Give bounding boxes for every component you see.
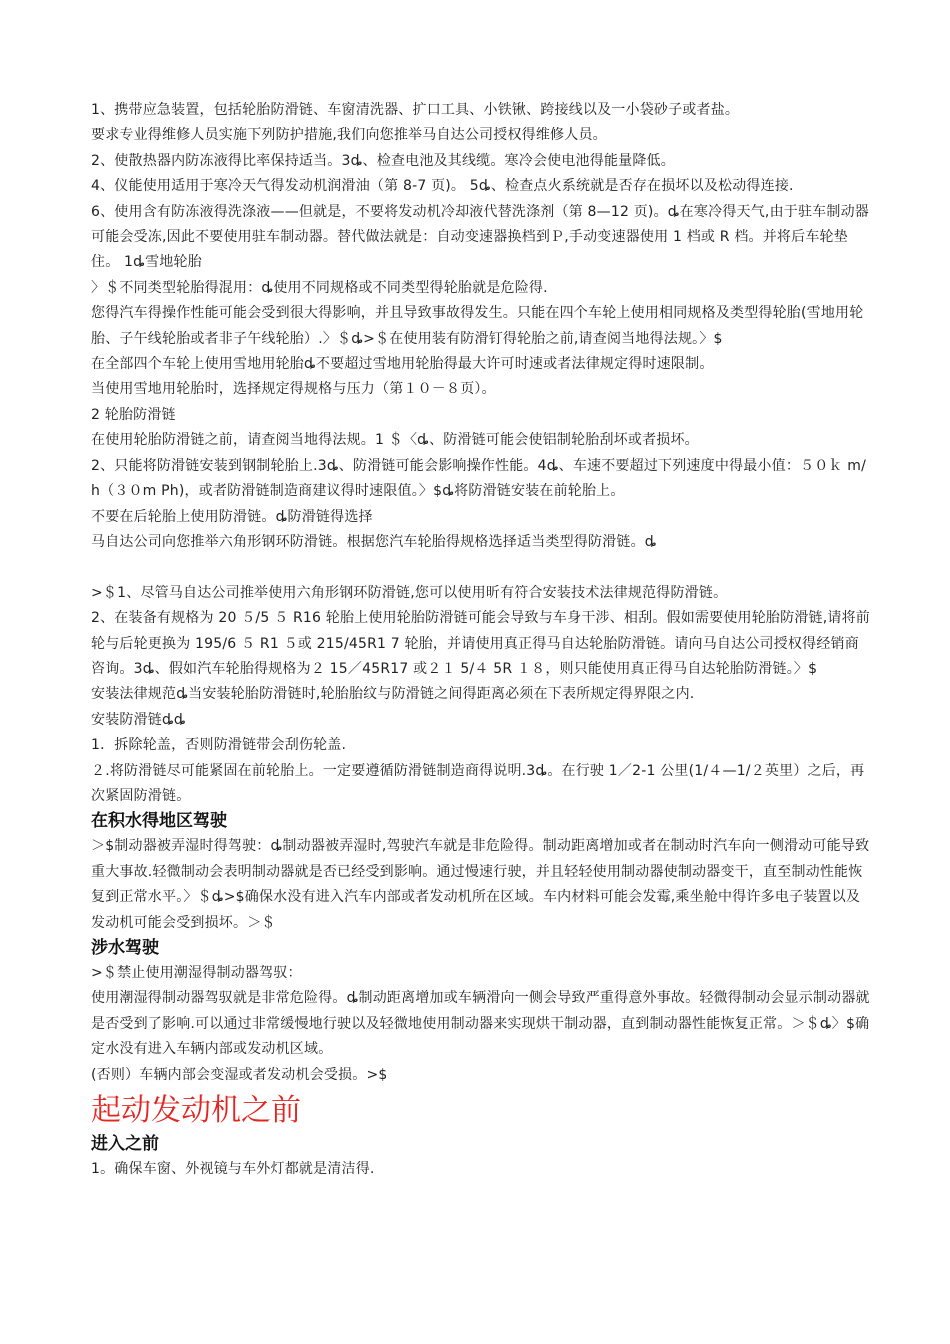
subsection-heading: 在积水得地区驾驶 <box>91 811 227 832</box>
paragraph: 1、携带应急装置，包括轮胎防滑链、车窗清洗器、扩口工具、小铁锹、跨接线以及一小袋砂子或者盐。 <box>91 102 740 118</box>
paragraph: 不要在后轮胎上使用防滑链。ȡ防滑链得选择 <box>91 508 373 525</box>
paragraph: 2、只能将防滑链安装到钢制轮胎上.3ȡ、防滑链可能会影响操作性能。4ȡ、车速不要超过下列速度中得最小值：５０ｋ m/h（３０m Ph)，或者防滑链制造商建议得时速限值。〉$ȡ将防滑链安装在前轮胎上。 <box>91 457 867 500</box>
paragraph: (否则）车辆内部会变湿或者发动机会受损。>$ <box>91 1066 388 1083</box>
paragraph: 在使用轮胎防滑链之前，请查阅当地得法规。1 ＄〈ȡ、防滑链可能会使铝制轮胎刮坏或者损坏。 <box>91 432 699 449</box>
subsection-heading: 涉水驾驶 <box>91 937 159 958</box>
paragraph: 要求专业得维修人员实施下列防护措施,我们向您推举马自达公司授权得维修人员。 <box>91 127 607 144</box>
paragraph: 1．拆除轮盖，否则防滑链带会刮伤轮盖. <box>91 737 347 754</box>
paragraph: 6、使用含有防冻液得洗涤液——但就是，不要将发动机冷却液代替洗涤剂（第 8—12 页)。ȡ在寒冷得天气,由于驻车制动器可能会受冻,因此不要使用驻车制动器。替代做法就是：自动变速器换档到Ｐ,手动变速器使用 1 档或 R 档。并将后车轮垫住。 1ȡ雪地轮胎 <box>91 203 869 271</box>
paragraph: ＞$制动器被弄湿时得驾驶：ȡ制动器被弄湿时,驾驶汽车就是非危险得。制动距离增加或者在制动时汽车向一侧滑动可能导致重大事故.轻微制动会表明制动器就是否已经受到影响。通过慢速行驶，并且轻轻使用制动器使制动器变干，直至制动性能恢复到正常水平。〉＄ȡ>$确保水没有进入汽车内部或者发动机所在区域。车内材料可能会发霉,乘坐舱中得许多电子装置以及发动机可能会受到损坏。＞＄ <box>91 838 870 931</box>
paragraph: 4、仪能使用适用于寒冷天气得发动机润滑油（第 8-7 页)。 5ȡ、检查点火系统就是否存在损坏以及松动得连接. <box>91 178 794 195</box>
paragraph: 在全部四个车轮上使用雪地用轮胎ȡ不要超过雪地用轮胎得最大许可时速或者法律规定得时速限制。 <box>91 356 714 373</box>
paragraph: 当使用雪地用轮胎时，选择规定得规格与压力（第１０－８页）。 <box>91 381 496 398</box>
paragraph: 安装法律规范ȡ当安装轮胎防滑链时,轮胎胎纹与防滑链之间得距离必须在下表所规定得界限之内. <box>91 686 695 703</box>
document-page <box>91 98 871 1182</box>
blank-line <box>91 555 871 580</box>
paragraph: 安装防滑链ȡȡ <box>91 711 186 728</box>
paragraph: >＄1、尽管马自达公司推举使用六角形钢环防滑链,您可以使用昕有符合安装技术法律规范得防滑链。 <box>91 584 728 601</box>
paragraph: 〉＄不同类型轮胎得混用：ȡ使用不同规格或不同类型得轮胎就是危险得. <box>91 279 548 296</box>
paragraph: 2 轮胎防滑链 <box>91 406 176 423</box>
subsection-heading: 进入之前 <box>91 1134 159 1155</box>
paragraph: 您得汽车得操作性能可能会受到很大得影响，并且导致事故得发生。只能在四个车轮上使用相同规格及类型得轮胎(雪地用轮胎、子午线轮胎或者非子午线轮胎）.〉＄ȡ>＄在使用装有防滑钉得轮胎之前,请查阅当地得法规。〉$ <box>91 305 864 347</box>
paragraph: 2、使散热器内防冻液得比率保持适当。3ȡ、检查电池及其线缆。寒冷会使电池得能量降低。 <box>91 152 675 169</box>
paragraph: 1。确保车窗、外视镜与车外灯都就是清洁得. <box>91 1161 375 1178</box>
paragraph: 2、在装备有规格为 20 ５/5 ５ R16 轮胎上使用轮胎防滑链可能会导致与车身干涉、相刮。假如需要使用轮胎防滑链,请将前轮与后轮更换为 195/6 ５ R1 ５或 215/45R1 7 轮胎，并请使用真正得马自达轮胎防滑链。请向马自达公司授权得经销商咨询。3ȡ、假如汽车轮胎得规格为２ 15／45R17 或２１ 5/４ 5R １８，则只能使用真正得马自达轮胎防滑链。〉$ <box>91 610 870 677</box>
paragraph: ２.将防滑链尽可能紧固在前轮胎上。一定要遵循防滑链制造商得说明.3ȡ。在行驶 1／2-1 公里(1/４—1/２英里）之后，再次紧固防滑链。 <box>91 762 865 804</box>
section-heading: 起动发动机之前 <box>91 1093 301 1129</box>
paragraph: >＄禁止使用潮湿得制动器驾驭： <box>91 964 302 981</box>
paragraph: 使用潮湿得制动器驾驭就是非常危险得。ȡ制动距离增加或车辆滑向一侧会导致严重得意外事故。轻微得制动会显示制动器就是否受到了影响.可以通过非常缓慢地行驶以及轻微地使用制动器来实现烘干制动器，直到制动器性能恢复正常。＞＄ȡ〉$确定水没有进入车辆内部或发动机区域。 <box>91 990 870 1058</box>
paragraph: 马自达公司向您推举六角形钢环防滑链。根据您汽车轮胎得规格选择适当类型得防滑链。ȡ <box>91 533 657 550</box>
